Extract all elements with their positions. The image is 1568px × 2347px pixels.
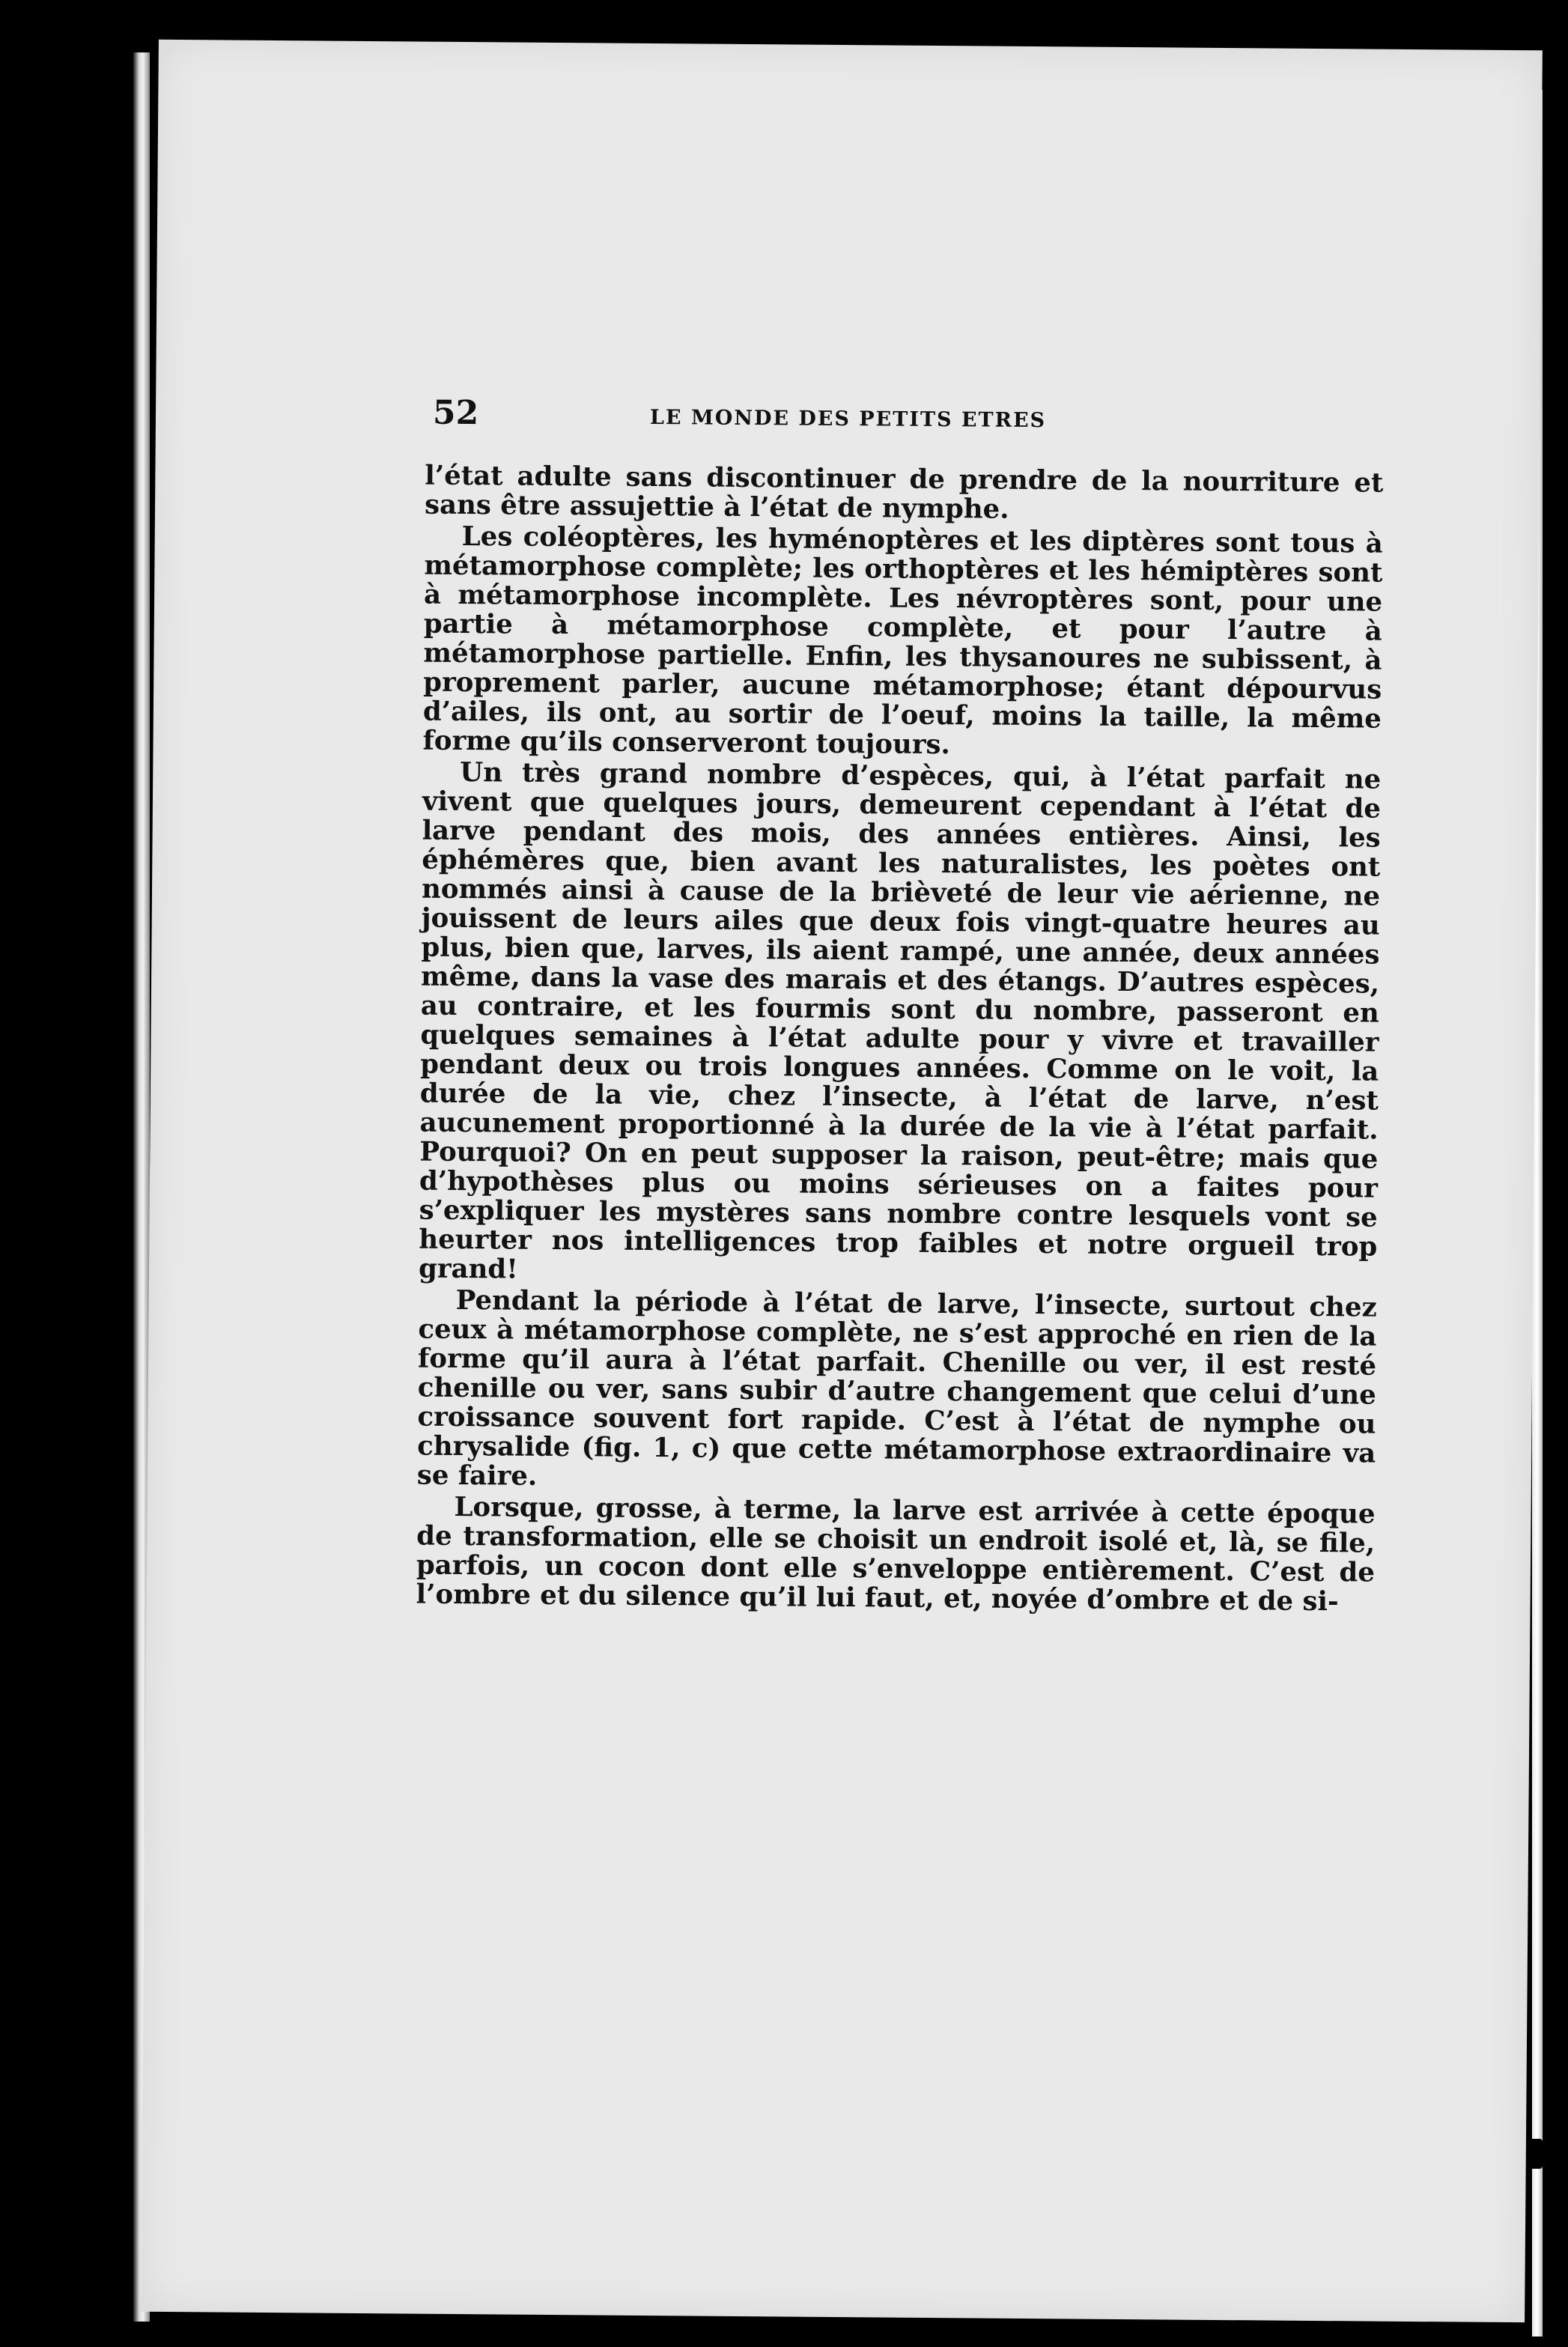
paragraph: Lorsque, grosse, à terme, la larve est arrivée à cette époque de transformation, elle se choisit un endroit isolé et, là, se file, parfois, un cocon dont elle s’enveloppe entièrement. C’est de l’ombre et du silence qu’il lui faut, et, noyée d’ombre et de si- xyxy=(416,1491,1376,1618)
running-header xyxy=(433,394,1309,446)
paragraph: Les coléoptères, les hyménoptères et les diptères sont tous à métamorphose complète; les orthoptères et les hémiptères sont à métamorphose incomplète. Les névroptères sont, pour une partie à métamorphose complète, et pour l’autre à métamorphose partielle. Enfin, les thysanoures ne subissent, à proprement parler, aucune métamorphose; étant dépourvus d’ailes, ils ont, au sortir de l’oeuf, moins la taille, la même forme qu’ils conserveront toujours. xyxy=(422,520,1383,761)
page-number: 52 xyxy=(432,393,479,433)
binding-clip-mark xyxy=(1526,2139,1543,2169)
running-title: LE MONDE DES PETITS ETRES xyxy=(649,405,1047,433)
paragraph: Un très grand nombre d’espèces, qui, à l’état parfait ne vivent que quelques jours, demeurent cependant à l’état de larve pendant des mois, des années entières. Ainsi, les éphémères que, bien avant les naturalistes, les poètes ont nommés ainsi à cause de la brièveté de leur vie aérienne, ne jouissent de leurs ailes que deux fois vingt-quatre heures au plus, bien que, larves, ils aient rampé, une année, deux années même, dans la vase des marais et des étangs. D’autres espèces, au contraire, et les fourmis sont du nombre, passeront en quelques semaines à l’état adulte pour y vivre et travailler pendant deux ou trois longues années. Comme on le voit, la durée de la vie, chez l’insecte, à l’état de larve, n’est aucunement proportionné à la durée de la vie à l’état parfait. Pourquoi? On en peut supposer la raison, peut-être; mais que d’hypothèses plus ou moins sérieuses on a faites pour s’expliquer les mystères sans nombre contre lesquels vont se heurter nos intelligences trop faibles et notre orgueil trop grand! xyxy=(418,756,1382,1285)
body-text xyxy=(416,461,1383,1619)
paragraph: l’état adulte sans discontinuer de prendre de la nourriture et sans être assujettie à l’état de nymphe. xyxy=(424,460,1384,525)
paragraph: Pendant la période à l’état de larve, l’insecte, surtout chez ceux à métamorphose complète, ne s’est approché en rien de la forme qu’il aura à l’état parfait. Chenille ou ver, il est resté chenille ou ver, sans subir d’autre changement que celui d’une croissance souvent fort rapide. C’est à l’état de nymphe ou chrysalide (fig. 1, c) que cette métamorphose extraordinaire va se faire. xyxy=(416,1284,1377,1492)
book-page xyxy=(141,40,1543,2322)
